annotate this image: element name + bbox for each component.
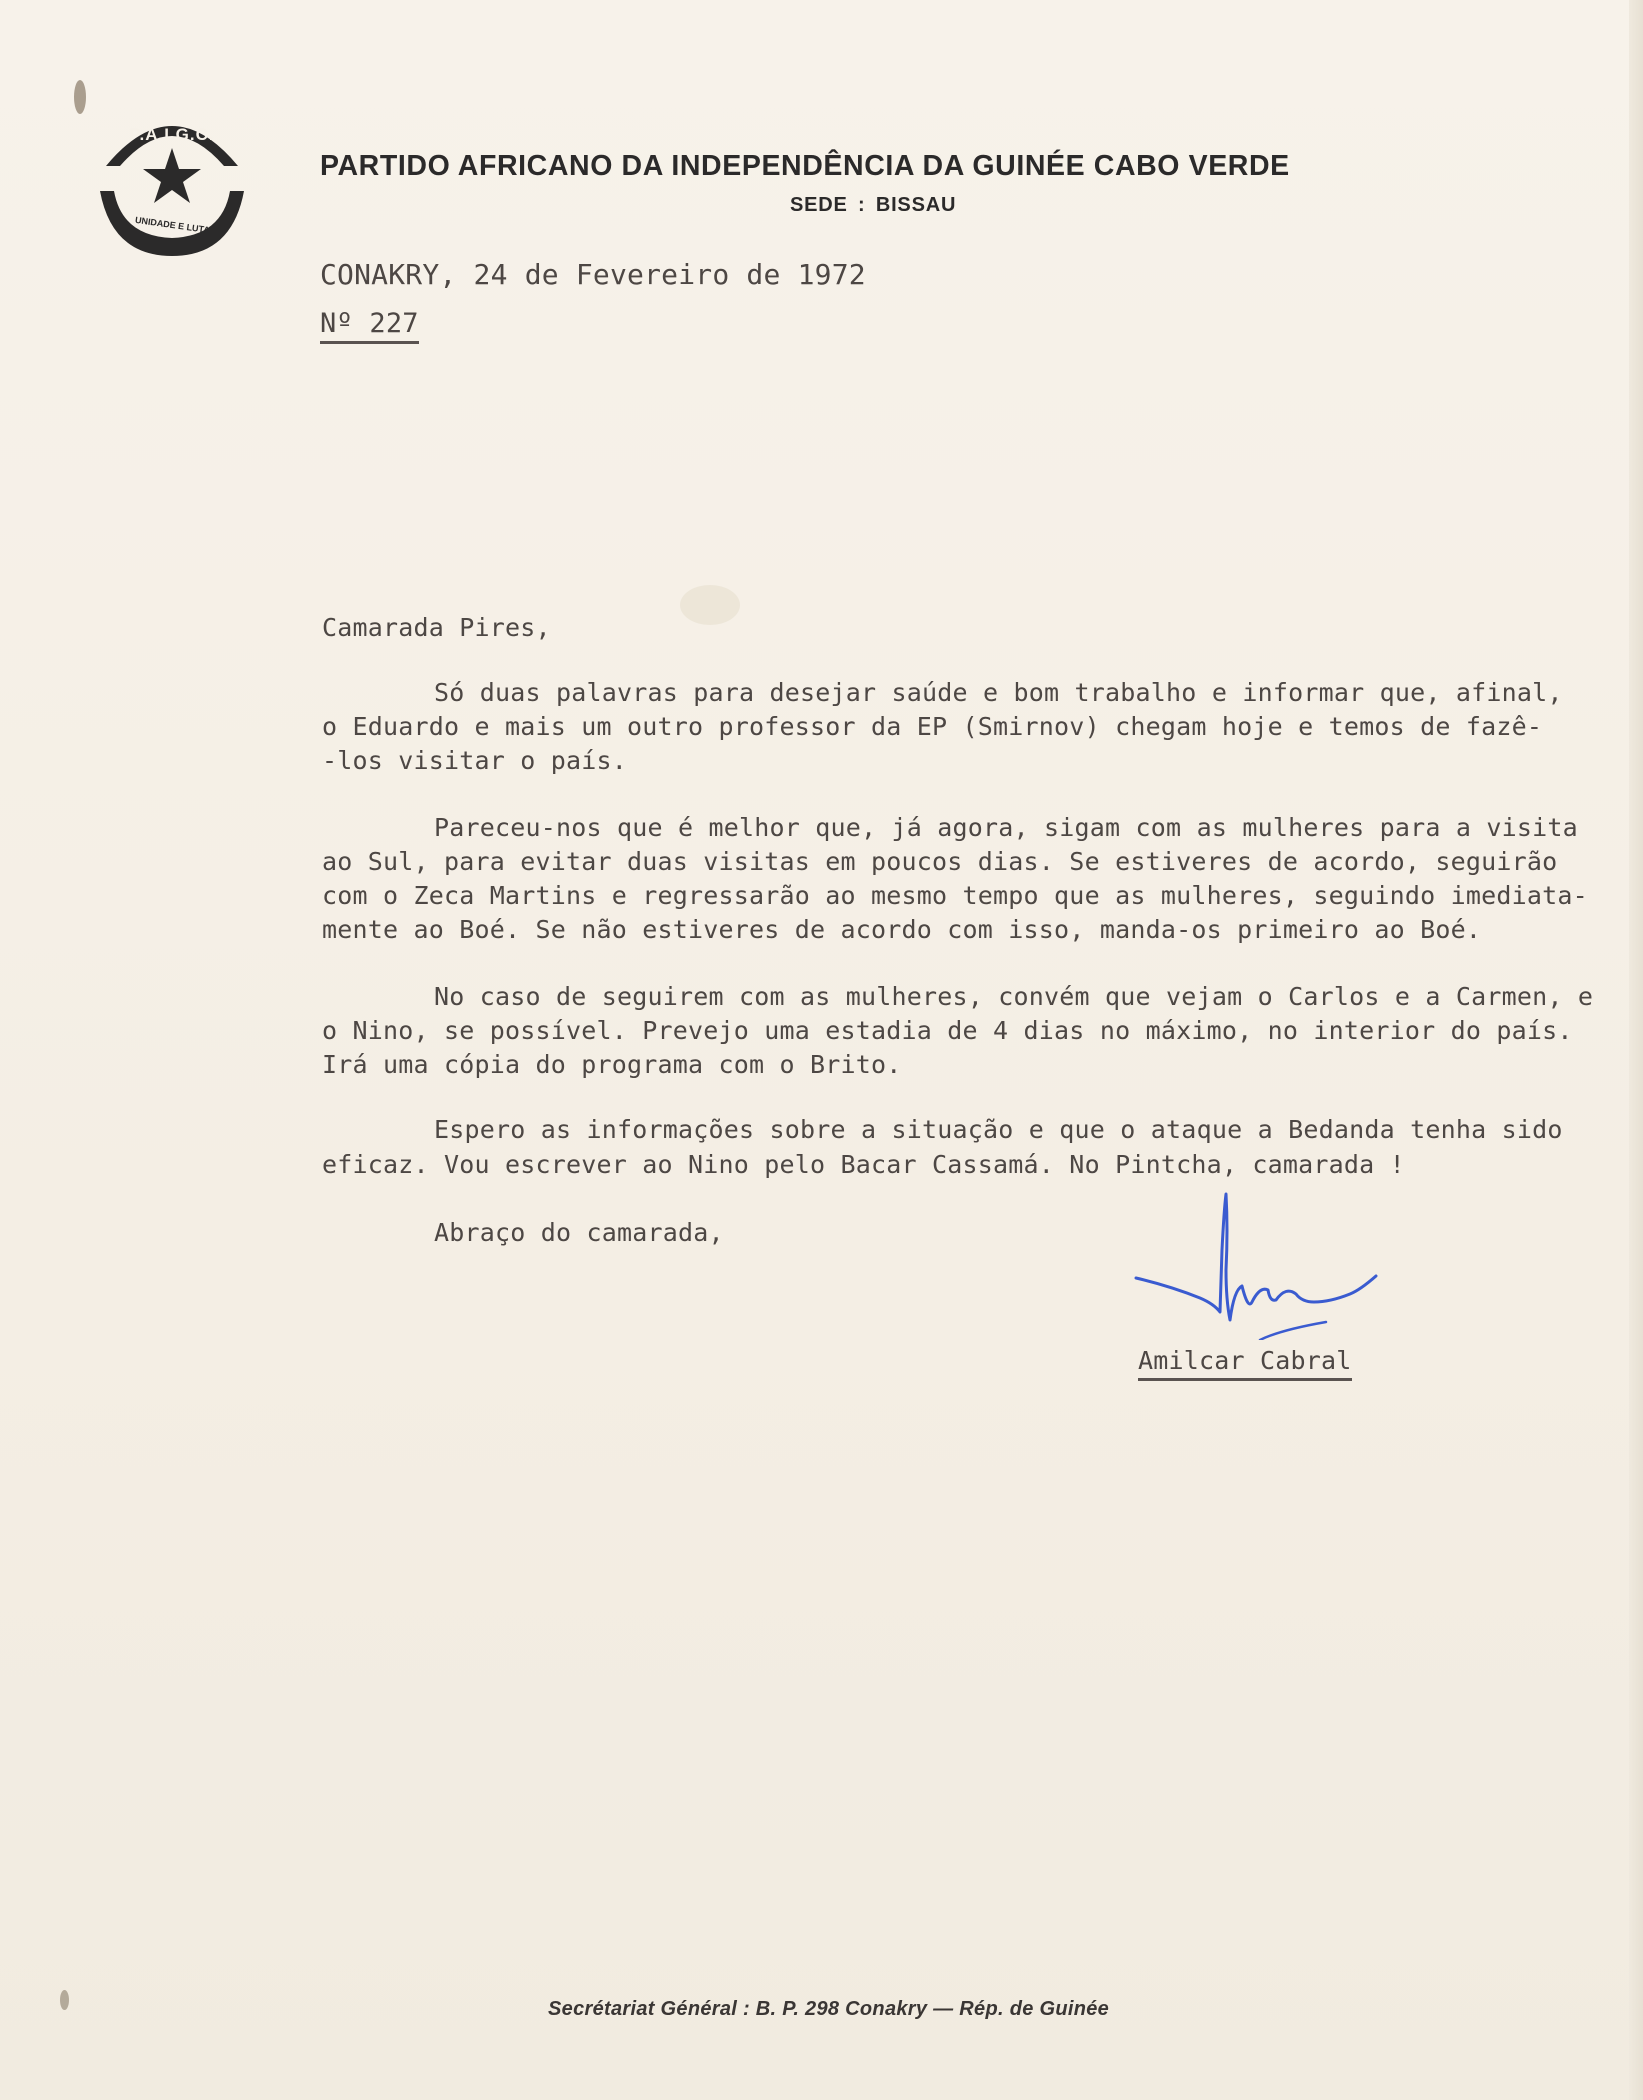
body-line: o Nino, se possível. Prevejo uma estadia de 4 dias no máximo, no interior do país. — [322, 1016, 1573, 1045]
paper-edge — [1629, 0, 1643, 2100]
body-line: -los visitar o país. — [322, 746, 628, 775]
salutation: Camarada Pires, — [322, 613, 551, 642]
ink-smudge — [74, 80, 86, 114]
organization-seat: SEDE : BISSAU — [790, 194, 957, 216]
body-line: No caso de seguirem com as mulheres, convém que vejam o Carlos e a Carmen, e — [434, 982, 1594, 1011]
signatory-name: Amilcar Cabral — [1138, 1346, 1352, 1381]
body-line: mente ao Boé. Se não estiveres de acordo com isso, manda-os primeiro ao Boé. — [322, 915, 1482, 944]
dateline: CONAKRY, 24 de Fevereiro de 1972 — [320, 258, 866, 291]
body-line: Espero as informações sobre a situação e que o ataque a Bedanda tenha sido — [434, 1115, 1563, 1144]
body-line: ao Sul, para evitar duas visitas em poucos dias. Se estiveres de acordo, seguirão — [322, 847, 1558, 876]
paper-stain — [680, 585, 740, 625]
closing: Abraço do camarada, — [434, 1218, 724, 1247]
body-line: eficaz. Vou escrever ao Nino pelo Bacar Cassamá. No Pintcha, camarada ! — [322, 1150, 1405, 1179]
footer-address: Secrétariat Général : B. P. 298 Conakry — Rép. de Guinée — [548, 1998, 1110, 2020]
reference-number: Nº 227 — [320, 308, 419, 344]
paigc-logo — [92, 96, 252, 261]
body-line: com o Zeca Martins e regressarão ao mesmo tempo que as mulheres, seguindo imediata- — [322, 881, 1588, 910]
organization-name: PARTIDO AFRICANO DA INDEPENDÊNCIA DA GUINÉE CABO VERDE — [320, 150, 1290, 182]
ink-smudge — [60, 1990, 69, 2010]
body-line: o Eduardo e mais um outro professor da EP (Smirnov) chegam hoje e temos de fazê- — [322, 712, 1543, 741]
body-line: Pareceu-nos que é melhor que, já agora, sigam com as mulheres para a visita — [434, 813, 1578, 842]
body-line: Irá uma cópia do programa com o Brito. — [322, 1050, 902, 1079]
logo-text: P.A.I.G.C. — [129, 125, 215, 144]
logo-motto: UNIDADE E LUTA — [134, 214, 211, 236]
body-line: Só duas palavras para desejar saúde e bom trabalho e informar que, afinal, — [434, 678, 1563, 707]
handwritten-signature — [1130, 1190, 1390, 1340]
